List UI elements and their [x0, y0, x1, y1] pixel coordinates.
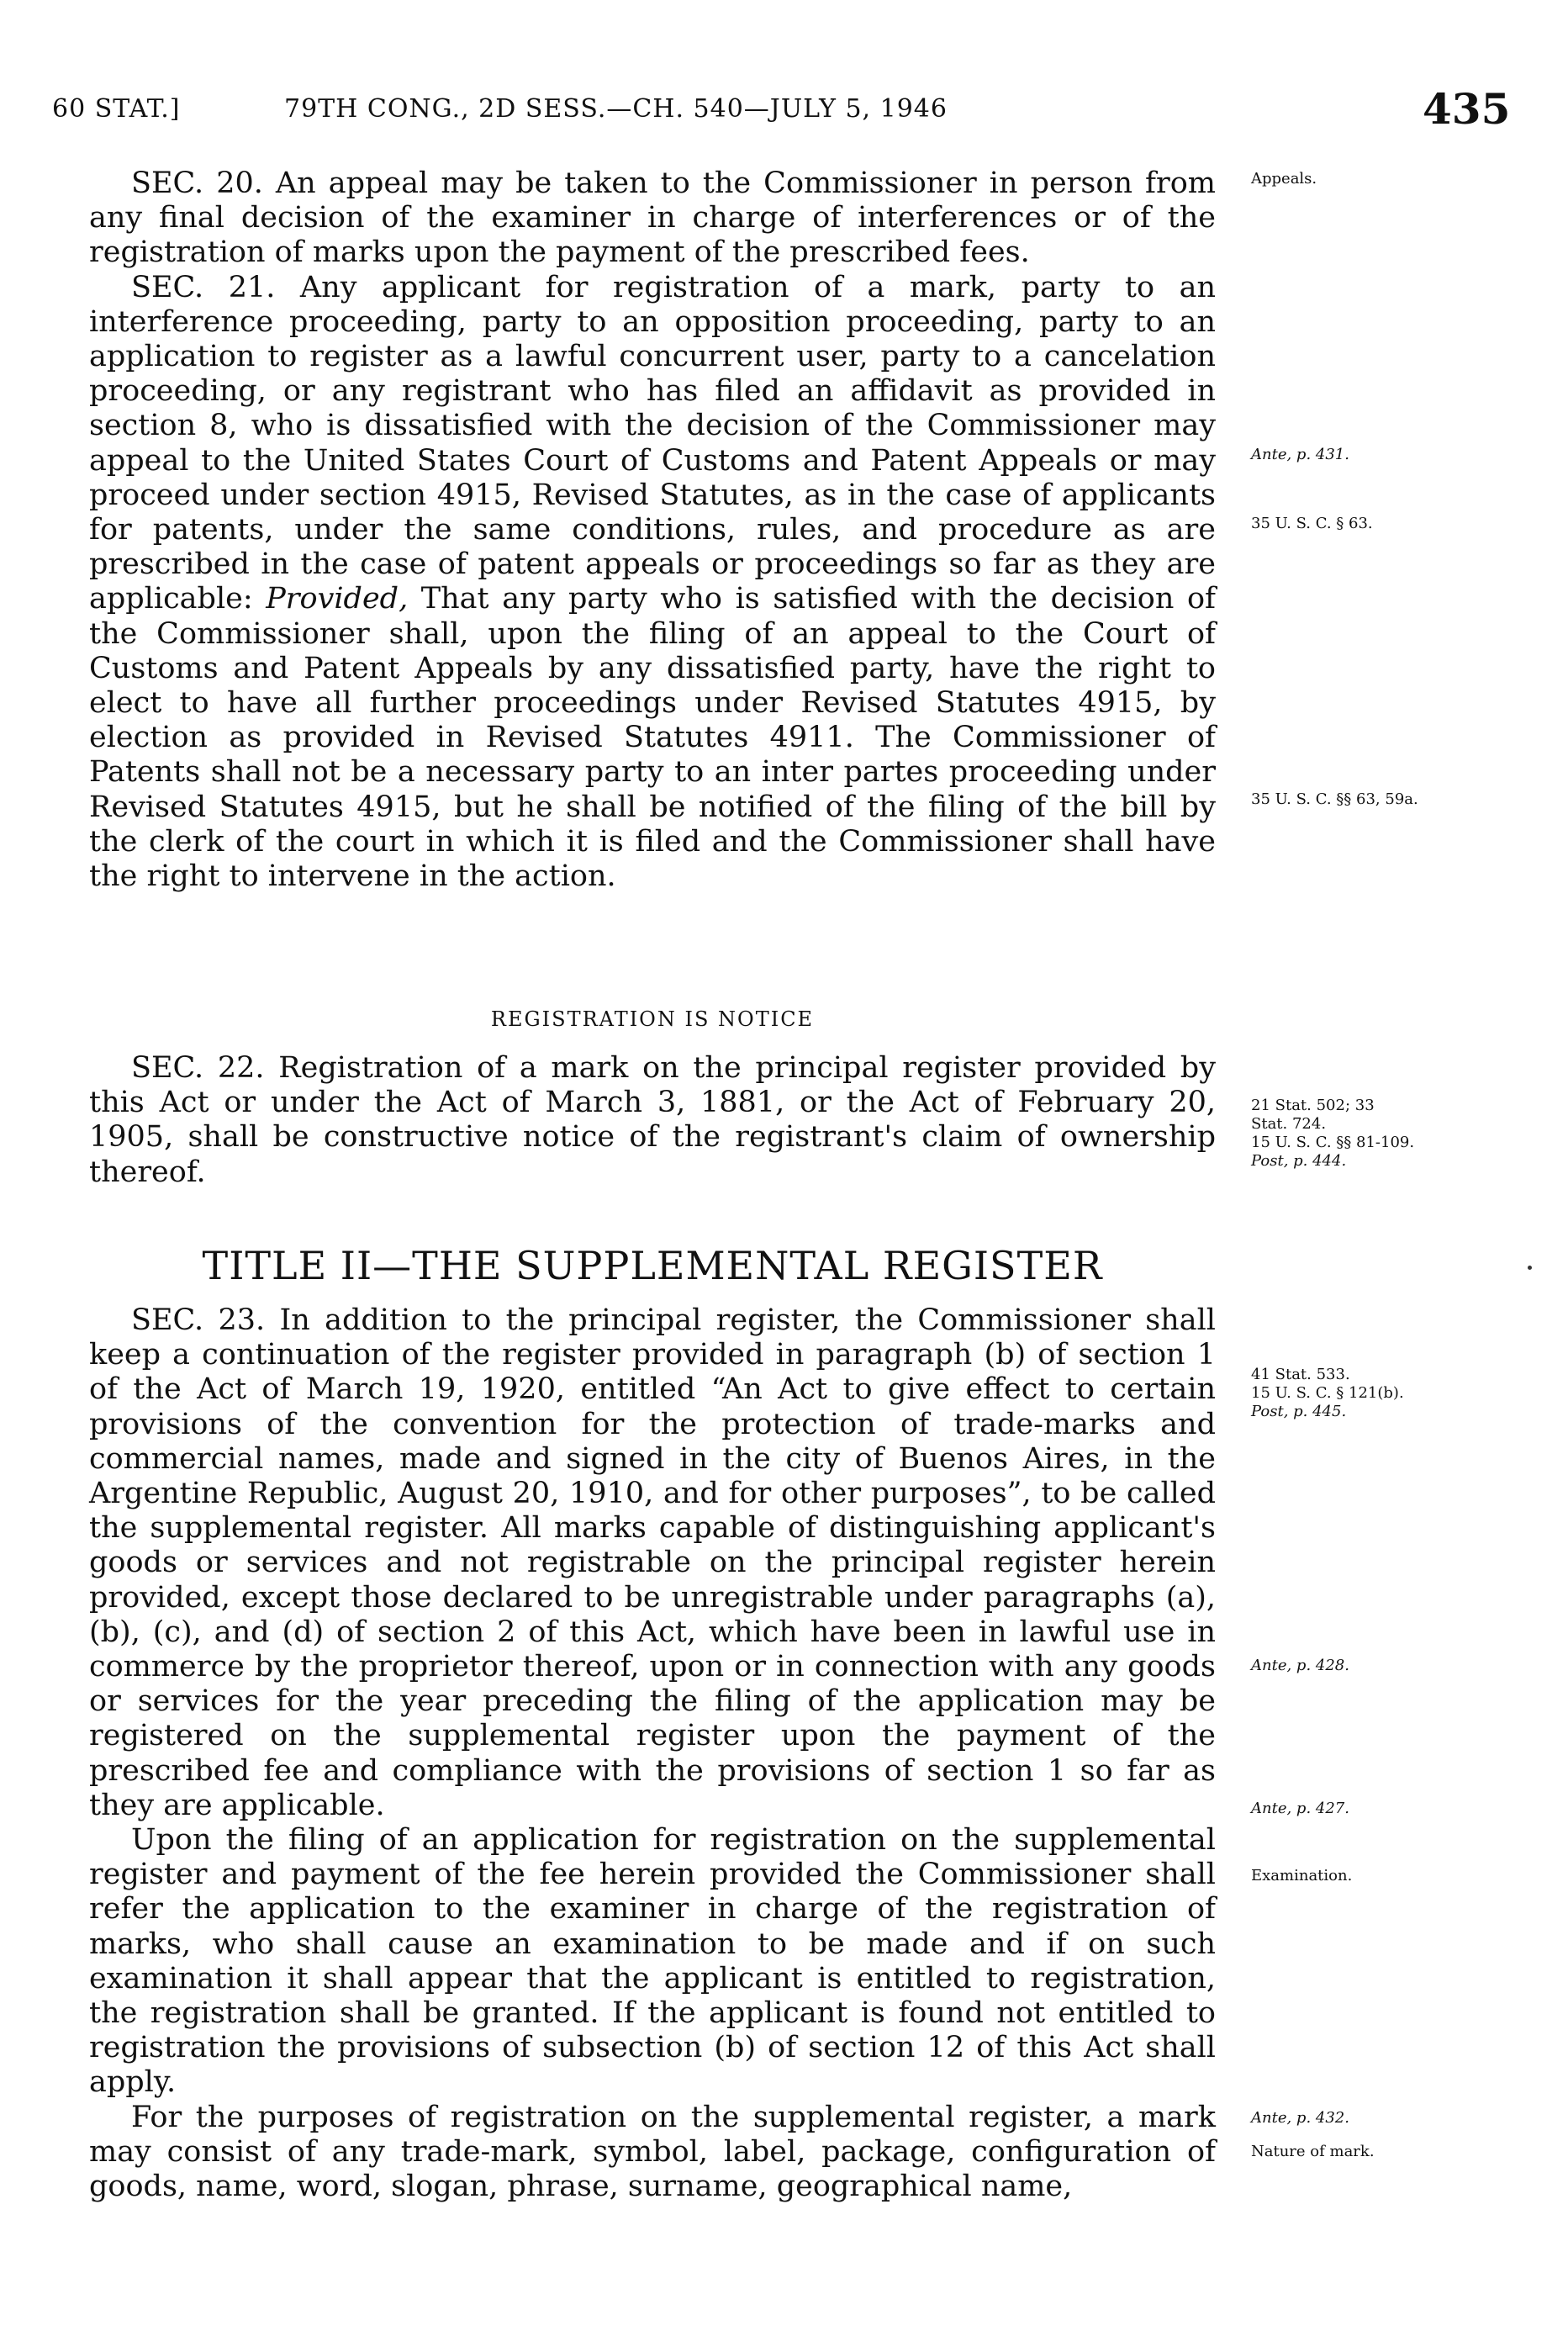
margin-note-post-444: Post, p. 444. [1251, 1152, 1347, 1170]
section-label: SEC. 21. [131, 270, 276, 304]
margin-note-ante-431: Ante, p. 431. [1251, 446, 1349, 463]
section-text: In addition to the principal register, the Commissioner shall keep a continuation of the register provided in paragraph (b) of section 1 of the Act of March 19, 1920, entitled “An Act to give effect to certain provisions of the convention for the protection of trade-marks and commercial names, made and signed in the city of Buenos Aires, in the Argentine Republic, August 20, 1910, and for other purposes”, to be called the supplemental register. All marks capable of distinguishing applicant's goods or services and not registrable on the principal register herein provided, except those declared to be unregistrable under paragraphs (a), (b), (c), and (d) of section 2 of this Act, which have been in lawful use in commerce by the proprietor thereof, upon or in connection with any goods or services for the year preceding the filing of the application may be registered on the supplemental register upon the payment of the prescribed fee and compliance with the provisions of section 1 so far as they are applicable. [89, 1303, 1216, 1822]
section-label: SEC. 22. [131, 1051, 265, 1085]
margin-note-stat-502: 21 Stat. 502; 33 [1251, 1097, 1375, 1114]
section-text: Any applicant for registration of a mark, party to an interference proceeding, party to an opposition proceeding, party to an application to register as a lawful concurrent user, party to a cancelation proceeding, or any registrant who has filed an affidavit as provided in section 8, who is dissatisfied with the decision of the Commissioner may appeal to the United States Court of Customs and Patent Appeals or may proceed under section 4915, Revised Statutes, as in the case of applicants for patents, under the same conditions, rules, and procedure as are prescribed in the case of patent appeals or proceedings so far as they are applicable: [89, 270, 1216, 616]
section-text: Registration of a mark on the principal register provided by this Act or under the Act of March 3, 1881, or the Act of February 20, 1905, shall be constructive notice of the registrant's claim of ownership thereof. [89, 1051, 1216, 1189]
margin-note-examination: Examination. [1251, 1867, 1353, 1884]
section-21 [89, 271, 1216, 895]
margin-note-ante-432: Ante, p. 432. [1251, 2109, 1349, 2127]
section-23-p1 [89, 1303, 1216, 1823]
margin-note-appeals: Appeals. [1251, 170, 1317, 188]
section-23-p2: Upon the filing of an application for registration on the supplemental register and payment of the fee herein provided the Commissioner shall refer the application to the examiner in charge of the registration of marks, who shall cause an examination to be made and if on such examination it shall appear that the applicant is entitled to registration, the registration shall be granted. If the applicant is found not entitled to registration the provisions of subsection (b) of section 12 of this Act shall apply. [89, 1823, 1216, 2100]
section-text: An appeal may be taken to the Commissioner in person from any final decision of the examiner in charge of interferences or of the registration of marks upon the payment of the prescribed fees. [89, 167, 1216, 270]
section-23-block [89, 1303, 1216, 2204]
session-chapter-date: 79TH CONG., 2D SESS.—CH. 540—JULY 5, 1946 [284, 94, 948, 124]
margin-note-41-stat-533: 41 Stat. 533. [1251, 1366, 1350, 1383]
running-head [0, 0, 1568, 134]
margin-note-nature-of-mark: Nature of mark. [1251, 2143, 1375, 2160]
margin-note-ante-427: Ante, p. 427. [1251, 1800, 1349, 1817]
section-label: SEC. 23. [131, 1303, 266, 1337]
margin-note-post-445: Post, p. 445. [1251, 1403, 1347, 1420]
section-23-p3: For the purposes of registration on the supplemental register, a mark may consist of any trade-mark, symbol, label, package, configuration of goods, name, word, slogan, phrase, surname, geographical name, [89, 2100, 1216, 2204]
section-22 [89, 1051, 1216, 1190]
title-heading: TITLE II—THE SUPPLEMENTAL REGISTER [202, 1243, 1103, 1288]
margin-note-stat-724: Stat. 724. [1251, 1115, 1327, 1133]
heading-registration-notice: REGISTRATION IS NOTICE [490, 1007, 815, 1031]
section-20 [89, 167, 1216, 271]
section-text-continued: That any party who is satisfied with the decision of the Commissioner shall, upon the filing of an appeal to the Court of Customs and Patent Appeals by any dissatisfied party, have the right to elect to have all further proceedings under Revised Statutes 4915, by election as provided in Revised Statutes 4911. The Commissioner of Patents shall not be a necessary party to an inter partes proceeding under Revised Statutes 4915, but he shall be notified of the filing of the bill by the clerk of the court in which it is filed and the Commissioner shall have the right to intervene in the action. [89, 582, 1216, 894]
margin-note-15-usc-81: 15 U. S. C. §§ 81-109. [1251, 1134, 1415, 1151]
margin-note-35-usc-63: 35 U. S. C. § 63. [1251, 515, 1373, 532]
margin-note-15-usc-121: 15 U. S. C. § 121(b). [1251, 1384, 1404, 1402]
statute-volume: 60 STAT.] [52, 94, 181, 124]
section-20-21-block [89, 167, 1216, 894]
proviso-word: Provided, [266, 582, 409, 616]
print-speck [1528, 1266, 1532, 1270]
section-22-block [89, 1051, 1216, 1190]
margin-note-ante-428: Ante, p. 428. [1251, 1657, 1349, 1674]
section-label: SEC. 20. [131, 167, 263, 200]
margin-note-35-usc-63-59a: 35 U. S. C. §§ 63, 59a. [1251, 790, 1418, 808]
page-number: 435 [1423, 84, 1511, 134]
